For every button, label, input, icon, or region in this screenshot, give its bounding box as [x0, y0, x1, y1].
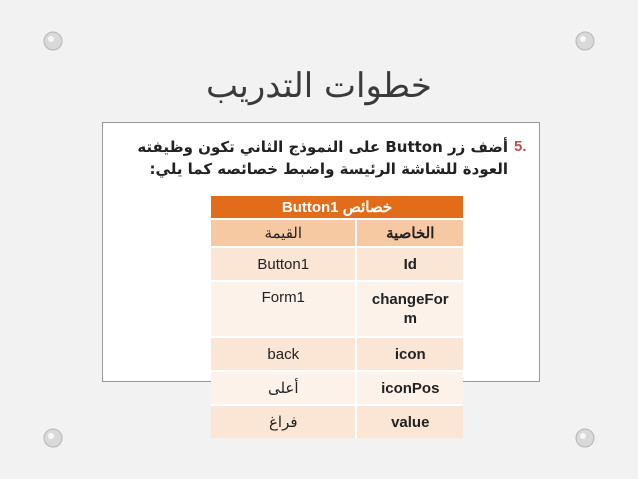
cell-property: icon [356, 337, 463, 371]
slide-title: خطوات التدريب [206, 66, 432, 106]
cell-property: changeFor m [356, 281, 463, 337]
table-header-row [211, 219, 463, 247]
table-row [211, 405, 463, 438]
step-number: 5. [514, 138, 527, 155]
pin-icon-top-left [40, 28, 66, 54]
table-row [211, 247, 463, 281]
table-caption: خصائص Button1 [211, 196, 463, 219]
cell-value: أعلى [211, 371, 356, 405]
pin-icon-top-right [572, 28, 598, 54]
cell-value: فراغ [211, 405, 356, 438]
step-text-line2: العودة للشاشة الرئيسة واضبط خصائصه كما يلي: [149, 160, 508, 178]
cell-value: Button1 [211, 247, 356, 281]
table-row [211, 281, 463, 337]
table-row [211, 371, 463, 405]
header-property: الخاصية [356, 219, 463, 247]
step-text [108, 136, 508, 180]
step-text-line1: أضف زر Button على النموذج الثاني تكون وظيفته [137, 138, 508, 156]
pin-icon-bottom-left [40, 425, 66, 451]
header-value: القيمة [211, 219, 356, 247]
pin-icon-bottom-right [572, 425, 598, 451]
cell-value: Form1 [211, 281, 356, 337]
cell-value: back [211, 337, 356, 371]
table-row [211, 337, 463, 371]
properties-table [211, 196, 463, 438]
cell-property: value [356, 405, 463, 438]
cell-property: Id [356, 247, 463, 281]
cell-property: iconPos [356, 371, 463, 405]
